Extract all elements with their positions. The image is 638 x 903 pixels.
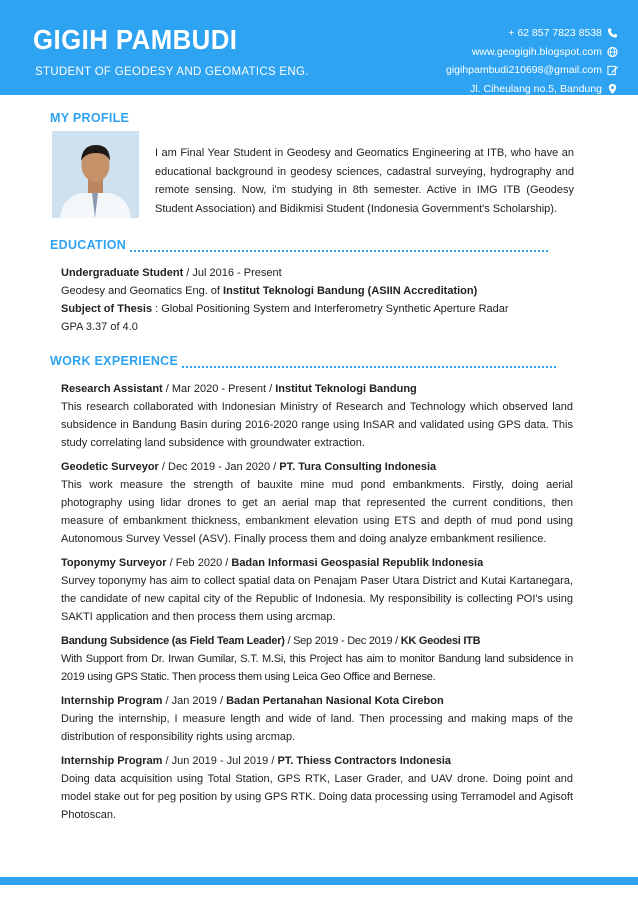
work-entry [61, 752, 573, 824]
thesis-label: Subject of Thesis [61, 303, 153, 315]
website-link[interactable]: www.geogigih.blogspot.com [471, 45, 602, 58]
education-entry [61, 264, 573, 336]
work-period: / Mar 2020 - Present / [162, 383, 276, 395]
person-name: GIGIH PAMBUDI [33, 24, 238, 55]
work-period: / Feb 2020 / [166, 557, 232, 569]
section-title-education [50, 238, 548, 252]
work-organization: KK Geodesi ITB [400, 635, 481, 647]
work-organization: PT. Thiess Contractors Indonesia [277, 755, 452, 767]
work-organization: Institut Teknologi Bandung [275, 383, 417, 395]
work-organization: Badan Pertanahan Nasional Kota Cirebon [226, 695, 444, 707]
institution-name: Institut Teknologi Bandung (ASIIN Accreditation) [223, 285, 478, 297]
phone-icon [607, 27, 618, 39]
work-role: Bandung Subsidence (as Field Team Leader) [61, 635, 285, 647]
degree-name: Undergraduate Student [61, 267, 184, 279]
profile-photo [52, 131, 139, 218]
job-title: STUDENT OF GEODESY AND GEOMATICS ENG. [35, 66, 309, 78]
work-entry [61, 692, 573, 746]
work-description: This work measure the strength of bauxite mine mud pond embankments. Firstly, doing aerial photography using lidar drones to get an aerial map that represented the current conditions, then measure of embankment thickness, embankment elevation using ETS and depth of mud pond using Autonomous Survey Vessel (ASV). Finally process them and doing analyze embankment resilience. [61, 479, 573, 545]
globe-icon [607, 46, 618, 58]
education-title-text: EDUCATION [50, 238, 127, 252]
work-description: Survey toponymy has aim to collect spatial data on Penajam Paser Utara District and Kutai Kartanegara, the candidate of new capital city of the Republic of Indonesia. My responsibility is collecting POI's using SAKTI application and then process them using arcmap. [61, 575, 573, 623]
section-title-profile: MY PROFILE [50, 111, 130, 125]
work-description: This research collaborated with Indonesian Ministry of Research and Technology which observed land subsidence in Bandung Basin during 2016-2020 range using InSAR and validated using GPS data. This study correlating land subsidence with groundwater extraction. [61, 401, 573, 449]
contact-list [446, 24, 602, 98]
work-role: Geodetic Surveyor [61, 461, 159, 473]
program-name: Geodesy and Geomatics Eng. of [61, 285, 224, 297]
work-list [61, 380, 573, 830]
work-role: Internship Program [61, 755, 163, 767]
work-role: Research Assistant [61, 383, 163, 395]
section-divider [182, 357, 556, 368]
address-text: Jl. Ciheulang no.5, Bandung [470, 82, 602, 95]
thesis-subject: : Global Positioning System and Interferometry Synthetic Aperture Radar [152, 303, 509, 315]
work-period: / Jan 2019 / [162, 695, 227, 707]
phone-number: + 62 857 7823 8538 [508, 27, 602, 39]
work-entry [61, 554, 573, 626]
footer-bar [0, 877, 638, 885]
contact-email [446, 61, 602, 80]
work-period: / Dec 2019 - Jan 2020 / [158, 461, 280, 473]
degree-period: / Jul 2016 - Present [183, 267, 282, 279]
work-organization: PT. Tura Consulting Indonesia [279, 461, 437, 473]
contact-address [446, 80, 602, 99]
header-banner [0, 0, 638, 95]
work-organization: Badan Informasi Geospasial Republik Indonesia [231, 557, 484, 569]
section-divider [130, 241, 548, 252]
person-portrait-icon [52, 131, 139, 218]
work-title-text: WORK EXPERIENCE [50, 354, 179, 368]
work-role: Toponymy Surveyor [61, 557, 167, 569]
email-link[interactable]: gigihpambudi210698@gmail.com [445, 64, 602, 76]
work-entry [61, 380, 573, 452]
profile-summary: I am Final Year Student in Geodesy and Geomatics Engineering at ITB, who have an educational background in geodesy sciences, cadastral surveying, hydrography and remote sensing. Now, i'm studying in 8th semester. Active in IMG ITB (Geodesy Student Association) and Bidikmisi Student (Indonesia Government's Scholarship). [155, 147, 574, 215]
work-description: During the internship, I measure length and wide of land. Then processing and making maps of the distribution of responsibility rights using arcmap. [61, 713, 573, 743]
edit-icon [607, 64, 618, 76]
work-description: With Support from Dr. Irwan Gumilar, S.T. M.Si, this Project has aim to monitor Bandung land subsidence in 2019 using GPS Static. Then process them using Leica Geo Office and Bernese. [61, 653, 573, 683]
work-description: Doing data acquisition using Total Station, GPS RTK, Laser Grader, and UAV drone. Doing point and model stake out for peg position by using GPS RTK. Doing data processing using Terramodel and Agisoft Photoscan. [61, 773, 573, 821]
work-entry [61, 632, 573, 686]
contact-website [446, 43, 602, 62]
work-role: Internship Program [61, 695, 163, 707]
location-pin-icon [607, 83, 618, 95]
work-period: / Jun 2019 - Jul 2019 / [162, 755, 278, 767]
contact-phone [446, 24, 602, 43]
work-period: / Sep 2019 - Dec 2019 / [284, 635, 401, 647]
work-entry [61, 458, 573, 548]
gpa-text: GPA 3.37 of 4.0 [61, 321, 138, 333]
section-title-work [50, 354, 556, 368]
